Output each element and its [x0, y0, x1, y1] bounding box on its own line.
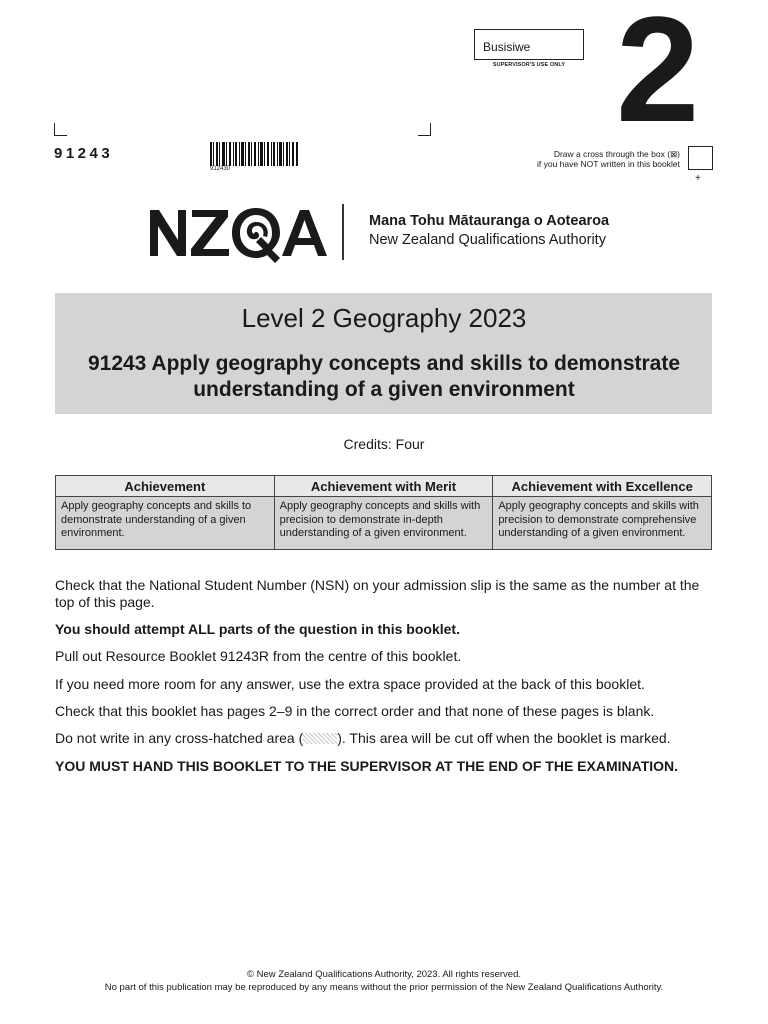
table-header-merit: Achievement with Merit	[274, 476, 493, 497]
barcode	[210, 142, 298, 166]
instruction-resource-booklet: Pull out Resource Booklet 91243R from the centre of this booklet.	[55, 648, 462, 664]
nzqa-logo	[148, 200, 328, 264]
table-cell-merit: Apply geography concepts and skills with precision to demonstrate in-depth understanding of a given environment.	[274, 497, 493, 550]
table-header-excellence: Achievement with Excellence	[493, 476, 712, 497]
crop-mark-right	[418, 123, 431, 136]
cross-instruction-line1: Draw a cross through the box (⊠)	[553, 149, 680, 159]
maori-authority-name: Mana Tohu Mātauranga o Aotearoa	[369, 213, 610, 229]
logo-divider	[342, 204, 344, 260]
not-written-checkbox[interactable]	[688, 146, 713, 170]
plus-mark: +	[695, 173, 701, 184]
hatched-text-after: ). This area will be cut off when the booklet is marked.	[337, 730, 671, 746]
level-number: 2	[616, 0, 700, 153]
crop-mark-left	[54, 123, 67, 136]
instruction-hatched-area	[55, 730, 715, 747]
supervisor-use-label: SUPERVISOR'S USE ONLY	[492, 62, 566, 68]
cross-instruction	[470, 149, 680, 169]
table-header-achievement: Achievement	[56, 476, 275, 497]
barcode-number: 912430	[210, 166, 231, 172]
hatched-text-before: Do not write in any cross-hatched area (	[55, 730, 304, 746]
footer-reproduction: No part of this publication may be reproduced by any means without the prior permission of the New Zealand Qualifications Authority.	[104, 981, 664, 993]
standard-code: 91243	[54, 145, 114, 162]
instruction-extra-space: If you need more room for any answer, use the extra space provided at the back of this booklet.	[55, 676, 645, 692]
table-row	[56, 497, 712, 550]
instruction-hand-in: YOU MUST HAND THIS BOOKLET TO THE SUPERVISOR AT THE END OF THE EXAMINATION.	[55, 758, 679, 774]
achievement-table	[55, 475, 712, 550]
cross-instruction-line2: if you have NOT written in this booklet	[537, 159, 680, 169]
table-cell-achievement: Apply geography concepts and skills to demonstrate understanding of a given environment.	[56, 497, 275, 550]
supervisor-name: Busisiwe	[483, 40, 531, 54]
credits-text: Credits: Four	[343, 436, 425, 452]
supervisor-name-box	[474, 29, 584, 60]
standard-title: 91243 Apply geography concepts and skills to demonstrate understanding of a given environment	[87, 352, 681, 401]
table-header-row	[56, 476, 712, 497]
instruction-attempt-all: You should attempt ALL parts of the question in this booklet.	[55, 621, 460, 637]
instruction-check-nsn: Check that the National Student Number (NSN) on your admission slip is the same as the number at the top of this page.	[55, 577, 700, 610]
english-authority-name: New Zealand Qualifications Authority	[369, 232, 606, 248]
page-title: Level 2 Geography 2023	[241, 303, 527, 333]
footer	[0, 969, 768, 994]
hatched-area-sample	[303, 733, 337, 744]
table-cell-excellence: Apply geography concepts and skills with precision to demonstrate comprehensive understanding of a given environment.	[493, 497, 712, 550]
instruction-check-pages: Check that this booklet has pages 2–9 in the correct order and that none of these pages is blank.	[55, 703, 655, 719]
footer-copyright: © New Zealand Qualifications Authority, 2023. All rights reserved.	[246, 969, 521, 980]
